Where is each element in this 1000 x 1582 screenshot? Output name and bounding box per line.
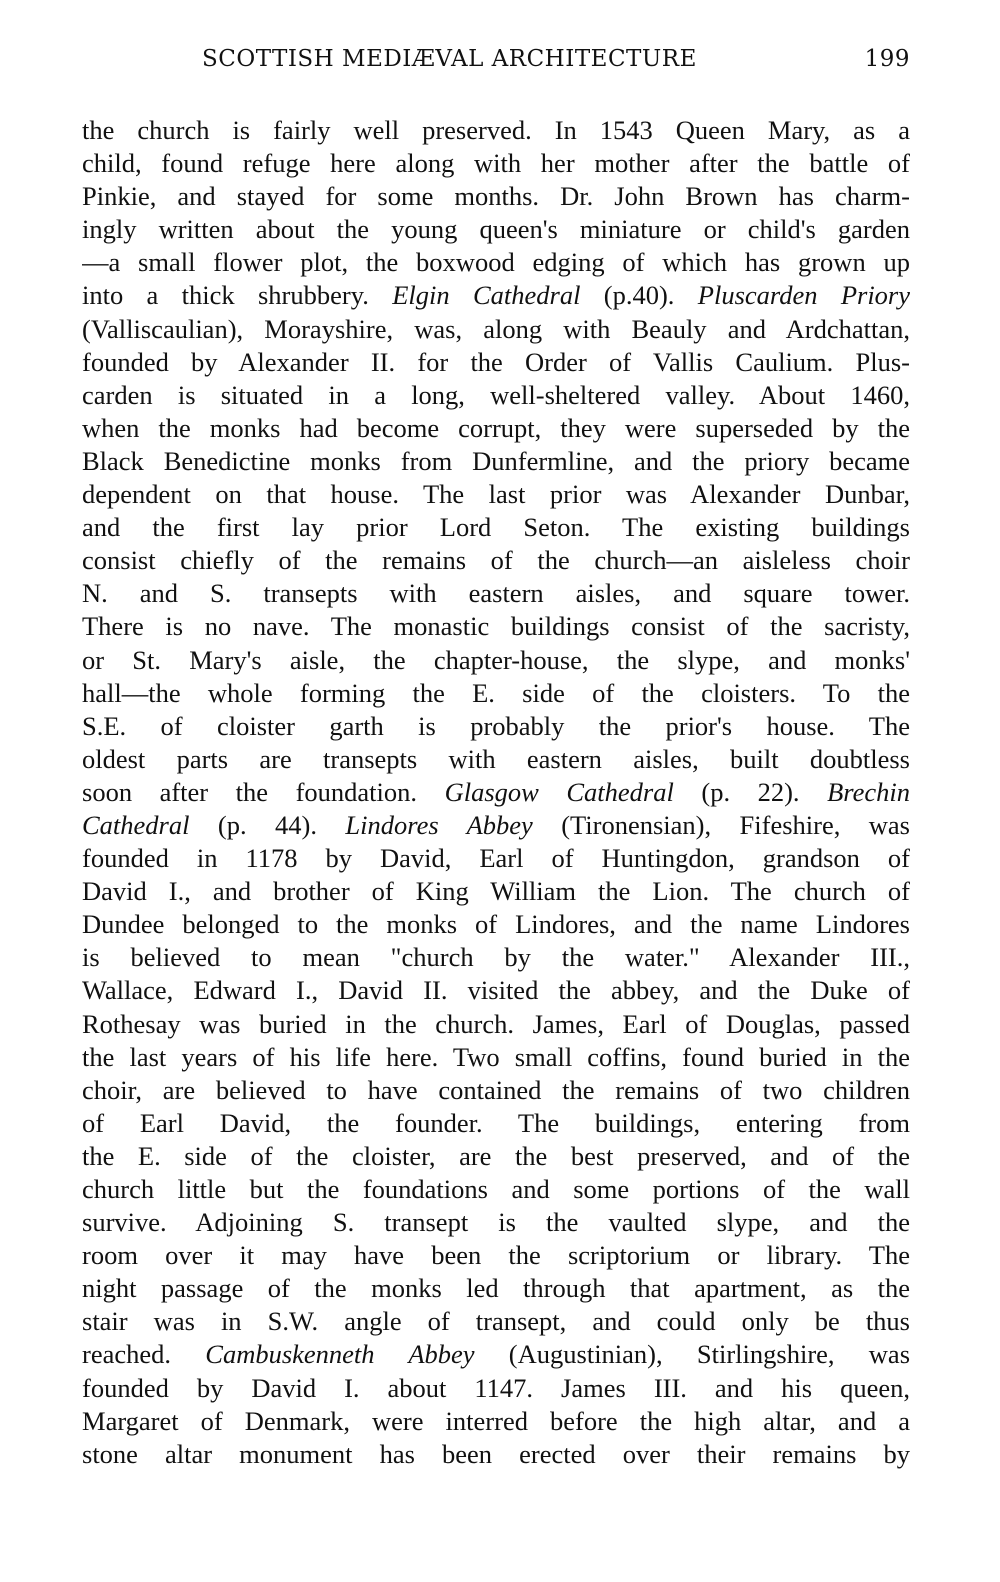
text-line [82,544,910,577]
text-segment: choir, are believed to have contained the remains of two children [82,1074,910,1105]
text-segment: is believed to mean "church by the water." Alexander III., [82,942,910,973]
text-segment: ingly written about the young queen's miniature or child's garden [82,214,910,245]
text-segment: the church is fairly well preserved. In 1543 Queen Mary, as a [82,115,910,145]
text-line [82,610,910,643]
text-line [82,974,910,1007]
text-line [82,114,910,147]
italic-title: Cambuskenneth Abbey [205,1339,475,1370]
text-segment: There is no nave. The monastic buildings consist of the sacristy, [82,611,910,642]
text-segment: and the first lay prior Lord Seton. The existing buildings [82,512,910,543]
italic-title: Pluscarden Priory [697,280,910,311]
text-line [82,941,910,974]
text-segment: (p. 44). [189,809,346,840]
text-line [82,246,910,279]
text-line [82,213,910,246]
text-segment: Black Benedictine monks from Dunfermline, and the priory became [82,445,910,476]
text-segment: when the monks had become corrupt, they were superseded by the [82,412,910,443]
text-line [82,1405,910,1438]
text-line [82,677,910,710]
text-segment: N. and S. transepts with eastern aisles, and square tower. [82,578,910,609]
text-line [82,511,910,544]
page-number: 199 [864,46,910,72]
text-line [82,1239,910,1272]
text-line [82,1041,910,1074]
text-segment: stair was in S.W. angle of transept, and could only be thus [82,1306,910,1337]
text-segment: carden is situated in a long, well-sheltered valley. About 1460, [82,379,910,410]
text-segment: the last years of his life here. Two small coffins, found buried in the [82,1041,910,1072]
text-segment: (Valliscaulian), Morayshire, was, along with Beauly and Ardchattan, [82,313,910,344]
text-segment: Pinkie, and stayed for some months. Dr. John Brown has charm- [82,181,910,212]
text-segment: dependent on that house. The last prior was Alexander Dunbar, [82,479,910,510]
text-line [82,1008,910,1041]
body-text [82,114,910,1471]
text-segment: oldest parts are transepts with eastern aisles, built doubtless [82,743,910,774]
text-segment: consist chiefly of the remains of the church—an aisleless choir [82,545,910,576]
text-line [82,1338,910,1371]
text-segment: S.E. of cloister garth is probably the prior's house. The [82,710,910,741]
text-line [82,1206,910,1239]
text-segment: of Earl David, the founder. The buildings, entering from [82,1107,910,1138]
text-line [82,412,910,445]
italic-title: Lindores Abbey [345,809,533,840]
text-segment: room over it may have been the scriptorium or library. The [82,1240,910,1271]
text-line [82,842,910,875]
text-segment: (Augustinian), Stirlingshire, was [474,1339,910,1370]
text-line [82,379,910,412]
text-segment: (p. 22). [673,776,828,807]
text-segment: survive. Adjoining S. transept is the vaulted slype, and the [82,1207,910,1238]
text-segment: founded by Alexander II. for the Order of Vallis Caulium. Plus- [82,346,910,377]
text-segment: founded in 1178 by David, Earl of Huntingdon, grandson of [82,843,910,874]
italic-title: Glasgow Cathedral [444,776,674,807]
running-title: SCOTTISH MEDIÆVAL ARCHITECTURE [202,46,697,72]
text-segment: church little but the foundations and some portions of the wall [82,1174,910,1204]
text-line [82,180,910,213]
text-line [82,776,910,809]
text-line [82,743,910,776]
text-segment: Dundee belonged to the monks of Lindores, and the name Lindores [82,909,910,940]
text-line [82,577,910,610]
text-line [82,1372,910,1405]
text-line [82,1305,910,1338]
text-line [82,644,910,677]
text-line [82,313,910,346]
text-segment: (Tironensian), Fifeshire, was [532,809,910,840]
text-segment: Margaret of Denmark, were interred before the high altar, and a [82,1405,910,1436]
page-header [82,46,910,82]
text-segment: Wallace, Edward I., David II. visited the abbey, and the Duke of [82,975,910,1006]
text-segment: Rothesay was buried in the church. James, Earl of Douglas, passed [82,1008,910,1039]
text-line [82,279,910,312]
text-line [82,1173,910,1206]
text-segment: night passage of the monks led through that apartment, as the [82,1273,910,1304]
text-line [82,908,910,941]
text-segment: —a small flower plot, the boxwood edging of which has grown up [82,247,910,278]
text-line [82,1107,910,1140]
text-line [82,445,910,478]
text-segment: (p.40). [580,280,698,311]
text-line [82,346,910,379]
italic-title: Brechin [827,776,910,807]
text-segment: the E. side of the cloister, are the best preserved, and of the [82,1140,910,1171]
text-segment: or St. Mary's aisle, the chapter-house, the slype, and monks' [82,644,910,675]
text-line [82,1438,910,1471]
text-segment: stone altar monument has been erected over their remains by [82,1438,910,1469]
text-segment: hall—the whole forming the E. side of the cloisters. To the [82,677,910,708]
text-line [82,710,910,743]
text-line [82,147,910,180]
text-segment: reached. [82,1339,206,1370]
italic-title: Cathedral [82,809,190,840]
text-segment: child, found refuge here along with her mother after the battle of [82,148,910,179]
italic-title: Elgin Cathedral [392,280,581,311]
text-line [82,1140,910,1173]
text-line [82,478,910,511]
text-segment: soon after the foundation. [82,776,445,807]
text-segment: David I., and brother of King William the Lion. The church of [82,876,910,907]
text-line [82,1272,910,1305]
text-segment: into a thick shrubbery. [82,280,393,311]
text-segment: founded by David I. about 1147. James III. and his queen, [82,1372,910,1403]
text-line [82,1074,910,1107]
text-line [82,875,910,908]
text-line [82,809,910,842]
